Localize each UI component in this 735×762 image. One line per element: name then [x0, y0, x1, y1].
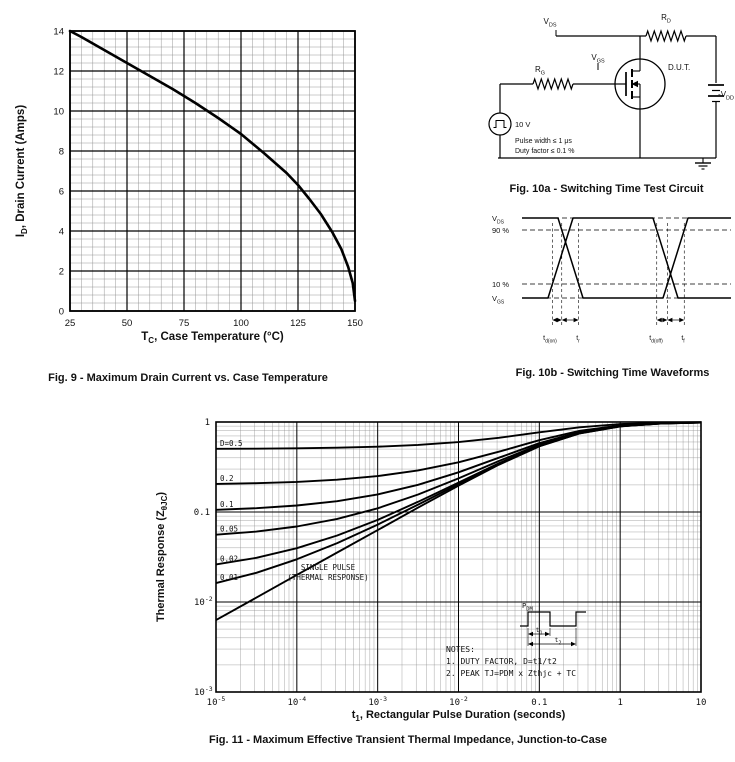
x-axis-title: $t_1$, Rectangular Pulse Duration (seconds) — [351, 709, 566, 722]
t1-label: $t_1$ — [535, 626, 543, 637]
t2-label: $t_2$ — [554, 636, 562, 647]
vds-label: $V_{DS}$ — [543, 17, 557, 29]
fig10a-caption: Fig. 10a - Switching Time Test Circuit — [509, 183, 704, 195]
x-tick-label: 125 — [290, 318, 306, 329]
x-tick-label: $10^{-4}$ — [287, 695, 307, 708]
resistor-zigzag — [646, 31, 686, 41]
notes-line: NOTES: — [446, 645, 475, 654]
x-tick-label: 0.1 — [531, 698, 548, 708]
y-tick-label: 2 — [58, 266, 64, 278]
vds-level-label: $V_{DS}$ — [492, 214, 504, 226]
notes-line: 1. DUTY FACTOR, D=t1/t2 — [446, 657, 557, 666]
duty-curve-label: 0.01 — [220, 573, 239, 583]
x-axis-title: $T_C$, Case Temperature (°C) — [141, 331, 284, 345]
x-tick-label: $10^{-3}$ — [368, 695, 388, 708]
fig9-drain-current-chart — [8, 6, 368, 346]
notes-line: 2. PEAK TJ=PDM x Zthjc + TC — [446, 669, 577, 678]
dut-label: D.U.T. — [668, 63, 691, 72]
duty-curve-label: 0.05 — [220, 524, 239, 534]
y-tick-label: 8 — [58, 146, 64, 158]
duty-curve-label: 0.02 — [220, 554, 239, 564]
td-on-label: $t_{d(on)}$ — [543, 335, 557, 345]
x-tick-label: 100 — [233, 318, 249, 329]
y-tick-label: $10^{-2}$ — [194, 595, 213, 608]
vgs-label: $V_{GS}$ — [591, 53, 605, 65]
y-tick-label: 1 — [204, 418, 210, 428]
x-tick-label: 75 — [178, 318, 190, 329]
fig11-thermal-impedance-chart — [148, 412, 723, 722]
pulse-glyph — [494, 121, 507, 128]
single-pulse-label: (THERMAL RESPONSE) — [287, 573, 369, 582]
y-tick-label: 12 — [53, 66, 64, 78]
fig10a-switching-test-circuit-diagram — [478, 6, 735, 178]
y-axis-title: Thermal Response $(Z_{\theta JC})$ — [155, 491, 169, 623]
single-pulse-label: SINGLE PULSE — [300, 563, 356, 572]
pdm-pulse-waveform — [520, 612, 586, 626]
fig10a-test-circuit-figure — [478, 6, 735, 195]
y-tick-label: 6 — [58, 186, 64, 198]
y-tick-label: 10 — [53, 106, 64, 118]
rg-label: $R_G$ — [534, 65, 546, 77]
fig11-caption: Fig. 11 - Maximum Effective Transient Thermal Impedance, Junction-to-Case — [209, 734, 607, 746]
fig9-drain-current-figure — [8, 6, 368, 384]
duty-curve-label: 0.1 — [220, 499, 234, 509]
fig10b-caption: Fig. 10b - Switching Time Waveforms — [515, 367, 710, 379]
x-tick-label: 50 — [121, 318, 133, 329]
vgs-level-label: $V_{GS}$ — [492, 294, 505, 306]
duty-factor-note: Duty factor ≤ 0.1 % — [515, 148, 575, 155]
duty-curve-label: D=0.5 — [220, 438, 243, 448]
y-tick-label: 0 — [58, 306, 64, 318]
resistor-zigzag — [533, 79, 573, 89]
td-off-label: $t_{d(off)}$ — [649, 335, 663, 345]
y-tick-label: 14 — [53, 26, 64, 38]
fig10b-waveforms-figure — [490, 208, 735, 379]
plot-border — [70, 31, 355, 311]
p90-level-label: 90 % — [492, 226, 510, 235]
fig10b-switching-waveforms-diagram — [490, 208, 735, 358]
x-tick-label: 1 — [617, 698, 623, 708]
x-tick-label: 25 — [64, 318, 76, 329]
pulse-generator-symbol — [489, 113, 511, 135]
fig9-caption: Fig. 9 - Maximum Drain Current vs. Case Temperature — [48, 372, 328, 384]
pulse-width-note: Pulse width ≤ 1 μs — [515, 138, 572, 145]
x-tick-label: $10^{-2}$ — [449, 695, 468, 708]
tr-label: $t_r$ — [576, 335, 580, 345]
pulse-voltage-label: 10 V — [515, 120, 531, 129]
rd-label: $R_D$ — [661, 13, 671, 25]
vdd-label: $-V_{DD}$ — [718, 90, 734, 102]
x-tick-label: $10^{-5}$ — [206, 695, 226, 708]
pdm-label: $P_{DM}$ — [522, 602, 533, 613]
p10-level-label: 10 % — [492, 280, 510, 289]
duty-curve-label: 0.2 — [220, 473, 234, 483]
fig11-thermal-impedance-figure — [148, 412, 723, 746]
y-tick-label: 0.1 — [193, 508, 210, 518]
y-axis-title: $I_D$, Drain Current (Amps) — [15, 104, 29, 238]
x-tick-label: 150 — [347, 318, 363, 329]
pdm-pulse-inset — [520, 602, 586, 647]
y-tick-label: 4 — [58, 226, 64, 238]
x-tick-label: 10 — [695, 698, 707, 708]
tf-label: $t_f$ — [681, 335, 685, 345]
y-tick-label: $10^{-3}$ — [194, 685, 213, 698]
